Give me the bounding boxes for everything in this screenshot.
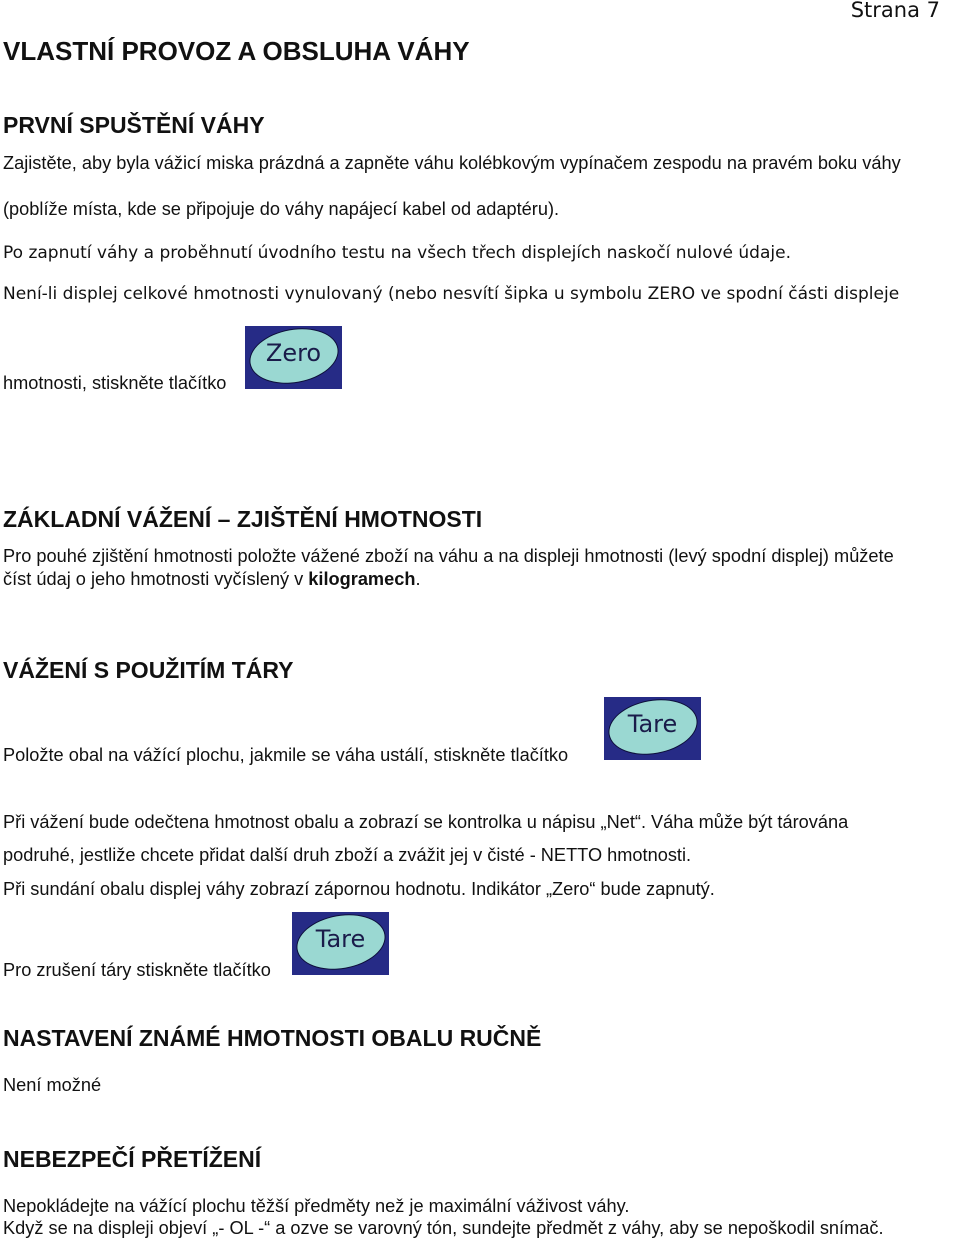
bold-text: kilogramech <box>308 569 416 589</box>
heading-overload: NEBEZPEČÍ PŘETÍŽENÍ <box>3 1146 262 1172</box>
heading-tare-weighing: VÁŽENÍ S POUŽITÍM TÁRY <box>3 657 294 683</box>
paragraph-line: Položte obal na vážící plochu, jakmile se váha ustálí, stiskněte tlačítko <box>3 745 569 765</box>
paragraph-line: podruhé, jestliže chcete přidat další druh zboží a zvážit jej v čisté - NETTO hmotnosti. <box>3 845 692 865</box>
text-span: . <box>415 569 421 589</box>
paragraph-line: Pro pouhé zjištění hmotnosti položte vážené zboží na váhu a na displeji hmotnosti (levý spodní displej) můžete <box>3 546 894 566</box>
paragraph-line: Není-li displej celkové hmotnosti vynulovaný (nebo nesvítí šipka u symbolu ZERO ve spodní části displeje <box>3 284 900 304</box>
paragraph-line: Není možné <box>3 1075 102 1095</box>
paragraph-line: Při vážení bude odečtena hmotnost obalu a zobrazí se kontrolka u nápisu „Net“. Váha může být tárována <box>3 812 849 832</box>
paragraph-line <box>3 569 421 590</box>
tare-cancel-button-label: Tare <box>315 925 366 953</box>
paragraph-line: Při sundání obalu displej váhy zobrazí zápornou hodnotu. Indikátor „Zero“ bude zapnutý. <box>3 879 715 899</box>
paragraph-line: (poblíže místa, kde se připojuje do váhy napájecí kabel od adaptéru). <box>3 199 560 219</box>
tare-button-label: Tare <box>627 710 678 738</box>
paragraph-line: hmotnosti, stiskněte tlačítko <box>3 373 227 393</box>
paragraph-line: Zajistěte, aby byla vážicí miska prázdná a zapněte váhu kolébkovým vypínačem zespodu na pravém boku váhy <box>3 153 901 173</box>
tare-button[interactable] <box>604 697 701 760</box>
paragraph-line: Nepokládejte na vážící plochu těžší předměty než je maximální váživost váhy. <box>3 1196 630 1216</box>
heading-manual-tare: NASTAVENÍ ZNÁMÉ HMOTNOSTI OBALU RUČNĚ <box>3 1025 542 1051</box>
page-title: VLASTNÍ PROVOZ A OBSLUHA VÁHY <box>3 36 470 66</box>
paragraph-line: Po zapnutí váhy a proběhnutí úvodního testu na všech třech displejích naskočí nulové údaje. <box>3 243 791 263</box>
tare-cancel-button[interactable] <box>292 912 389 975</box>
text-span: číst údaj o jeho hmotnosti vyčíslený v <box>3 569 309 589</box>
paragraph-line: Pro zrušení táry stiskněte tlačítko <box>3 960 271 980</box>
zero-button[interactable] <box>245 326 342 389</box>
heading-basic-weighing: ZÁKLADNÍ VÁŽENÍ – ZJIŠTĚNÍ HMOTNOSTI <box>3 506 483 532</box>
zero-button-label: Zero <box>265 339 322 367</box>
page-number: Strana 7 <box>850 0 940 22</box>
heading-first-start: PRVNÍ SPUŠTĚNÍ VÁHY <box>3 112 265 138</box>
paragraph-line: Když se na displeji objeví „- OL -“ a ozve se varovný tón, sundejte předmět z váhy, aby se nepoškodil snímač. <box>3 1218 884 1238</box>
